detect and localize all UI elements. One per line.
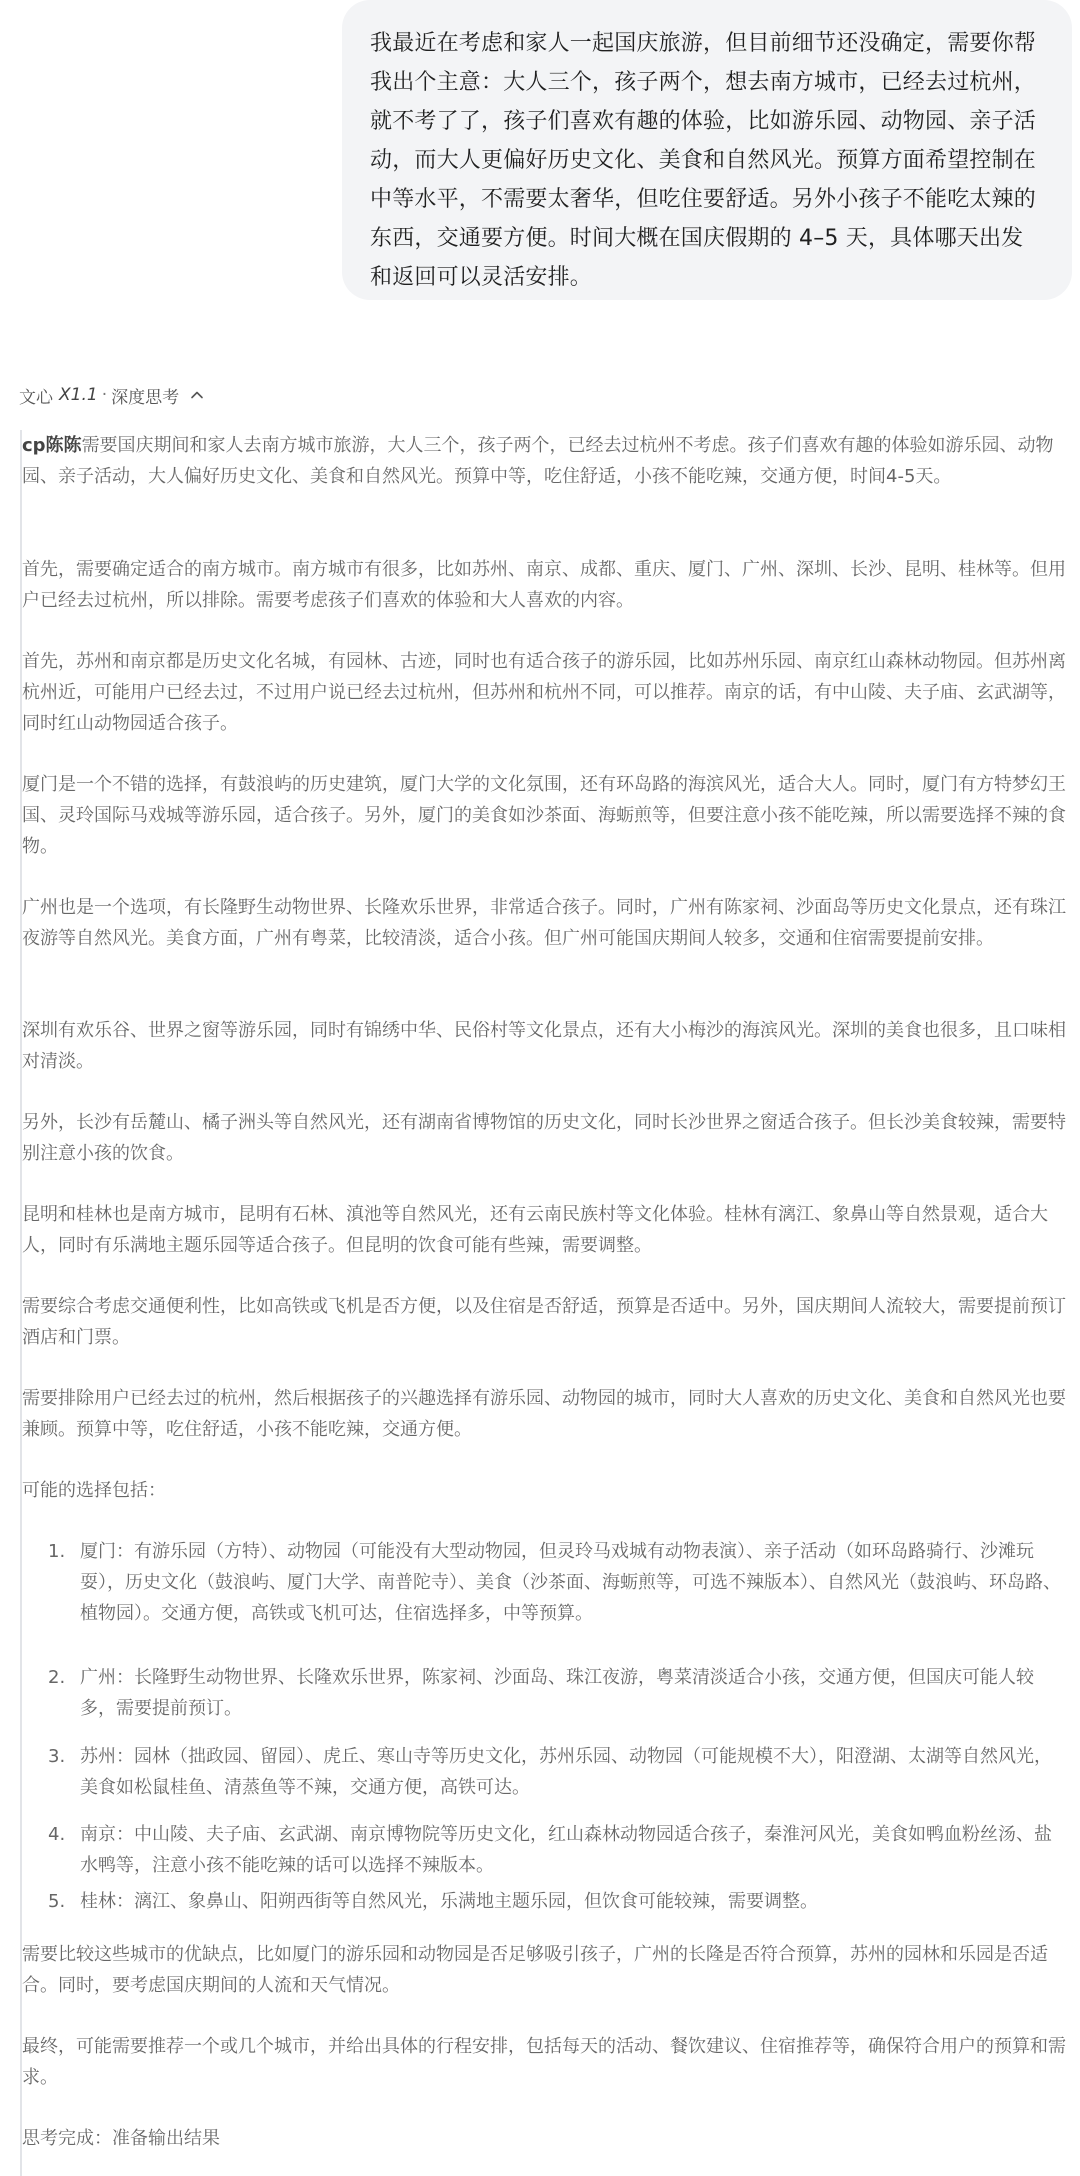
thinking-mode-label: 深度思考 [111, 387, 180, 408]
list-item-text: 苏州：园林（拙政园、留园）、虎丘、寒山寺等历史文化，苏州乐园、动物园（可能规模不大），阳澄湖、太湖等自然风光，美食如松鼠桂鱼、清蒸鱼等不辣，交通方便，高铁可达。 [80, 1746, 1052, 1798]
list-item-number: 3. [48, 1746, 66, 1767]
thinking-paragraph: 首先，苏州和南京都是历史文化名城，有园林、古迹，同时也有适合孩子的游乐园，比如苏州乐园、南京红山森林动物园。但苏州离杭州近，可能用户已经去过，不过用户说已经去过杭州，但苏州和杭州不同，可以推荐。南京的话，有中山陵、夫子庙、玄武湖等，同时红山动物园适合孩子。 [22, 651, 1066, 734]
list-item-text: 南京：中山陵、夫子庙、玄武湖、南京博物院等历史文化，红山森林动物园适合孩子，秦淮河风光，美食如鸭血粉丝汤、盐水鸭等，注意小孩不能吃辣的话可以选择不辣版本。 [80, 1824, 1052, 1876]
thinking-paragraph: 首先，需要确定适合的南方城市。南方城市有很多，比如苏州、南京、成都、重庆、厦门、广州、深圳、长沙、昆明、桂林等。但用户已经去过杭州，所以排除。需要考虑孩子们喜欢的体验和大人喜欢的内容。 [22, 559, 1066, 611]
list-item-text: 厦门：有游乐园（方特）、动物园（可能没有大型动物园，但灵玲马戏城有动物表演）、亲子活动（如环岛路骑行、沙滩玩耍），历史文化（鼓浪屿、厦门大学、南普陀寺）、美食（沙茶面、海蛎煎等，可选不辣版本）、自然风光（鼓浪屿、环岛路、植物园）。交通方便，高铁或飞机可达，住宿选择多，中等预算。 [80, 1541, 1061, 1624]
thinking-paragraph: 厦门是一个不错的选择，有鼓浪屿的历史建筑，厦门大学的文化氛围，还有环岛路的海滨风光，适合大人。同时，厦门有方特梦幻王国、灵玲国际马戏城等游乐园，适合孩子。另外，厦门的美食如沙茶面、海蛎煎等，但要注意小孩不能吃辣，所以需要选择不辣的食物。 [22, 774, 1066, 857]
thinking-paragraph: 深圳有欢乐谷、世界之窗等游乐园，同时有锦绣中华、民俗村等文化景点，还有大小梅沙的海滨风光。深圳的美食也很多，且口味相对清淡。 [22, 1020, 1066, 1072]
thinking-toggle[interactable] [19, 382, 205, 408]
thinking-paragraph: 可能的选择包括： [22, 1480, 166, 1501]
user-message-bubble [342, 0, 1072, 300]
thinking-paragraph: 昆明和桂林也是南方城市，昆明有石林、滇池等自然风光，还有云南民族村等文化体验。桂林有漓江、象鼻山等自然景观，适合大人，同时有乐满地主题乐园等适合孩子。但昆明的饮食可能有些辣，需要调整。 [22, 1204, 1048, 1256]
thinking-paragraph: 需要比较这些城市的优缺点，比如厦门的游乐园和动物园是否足够吸引孩子，广州的长隆是否符合预算，苏州的园林和乐园是否适合。同时，要考虑国庆期间的人流和天气情况。 [22, 1944, 1048, 1996]
user-message-text: 我最近在考虑和家人一起国庆旅游，但目前细节还没确定，需要你帮我出个主意：大人三个，孩子两个，想去南方城市，已经去过杭州，就不考了了，孩子们喜欢有趣的体验，比如游乐园、动物园、亲子活动，而大人更偏好历史文化、美食和自然风光。预算方面希望控制在中等水平，不需要太奢华，但吃住要舒适。另外小孩子不能吃太辣的东西，交通要方便。时间大概在国庆假期的 4–5 天，具体哪天出发和返回可以灵活安排。 [370, 31, 1037, 290]
list-item-number: 2. [48, 1667, 66, 1688]
model-name: X1.1 [59, 385, 98, 405]
list-item-number: 5. [48, 1891, 66, 1912]
chevron-up-icon[interactable] [189, 387, 205, 403]
thinking-paragraph: 需要排除用户已经去过的杭州，然后根据孩子的兴趣选择有游乐园、动物园的城市，同时大人喜欢的历史文化、美食和自然风光也要兼顾。预算中等，吃住舒适，小孩不能吃辣，交通方便。 [22, 1388, 1066, 1440]
thinking-status: 思考完成：准备输出结果 [22, 2128, 220, 2149]
thinking-label-prefix: 文心 [19, 387, 53, 408]
thinking-paragraph: 需要综合考虑交通便利性，比如高铁或飞机是否方便，以及住宿是否舒适，预算是否适中。另外，国庆期间人流较大，需要提前预订酒店和门票。 [22, 1296, 1066, 1348]
thinking-paragraph: 最终，可能需要推荐一个或几个城市，并给出具体的行程安排，包括每天的活动、餐饮建议、住宿推荐等，确保符合用户的预算和需求。 [22, 2036, 1066, 2088]
list-item-text: 广州：长隆野生动物世界、长隆欢乐世界，陈家祠、沙面岛、珠江夜游，粤菜清淡适合小孩，交通方便，但国庆可能人较多，需要提前预订。 [80, 1667, 1034, 1719]
thinking-paragraph-intro [22, 430, 1067, 492]
thinking-paragraph: 广州也是一个选项，有长隆野生动物世界、长隆欢乐世界，非常适合孩子。同时，广州有陈家祠、沙面岛等历史文化景点，还有珠江夜游等自然风光。美食方面，广州有粤菜，比较清淡，适合小孩。但广州可能国庆期间人较多，交通和住宿需要提前安排。 [22, 897, 1066, 949]
list-item-text: 桂林：漓江、象鼻山、阳朔西街等自然风光，乐满地主题乐园，但饮食可能较辣，需要调整。 [80, 1891, 818, 1912]
list-item-number: 4. [48, 1824, 66, 1845]
intro-text: 需要国庆期间和家人去南方城市旅游，大人三个，孩子两个，已经去过杭州不考虑。孩子们喜欢有趣的体验如游乐园、动物园、亲子活动，大人偏好历史文化、美食和自然风光。预算中等，吃住舒适，小孩不能吃辣，交通方便，时间4-5天。 [22, 435, 1054, 487]
list-item-number: 1. [48, 1541, 66, 1562]
separator-dot: · [101, 385, 108, 405]
user-name: cp陈陈 [22, 435, 82, 456]
thinking-paragraph: 另外，长沙有岳麓山、橘子洲头等自然风光，还有湖南省博物馆的历史文化，同时长沙世界之窗适合孩子。但长沙美食较辣，需要特别注意小孩的饮食。 [22, 1112, 1066, 1164]
